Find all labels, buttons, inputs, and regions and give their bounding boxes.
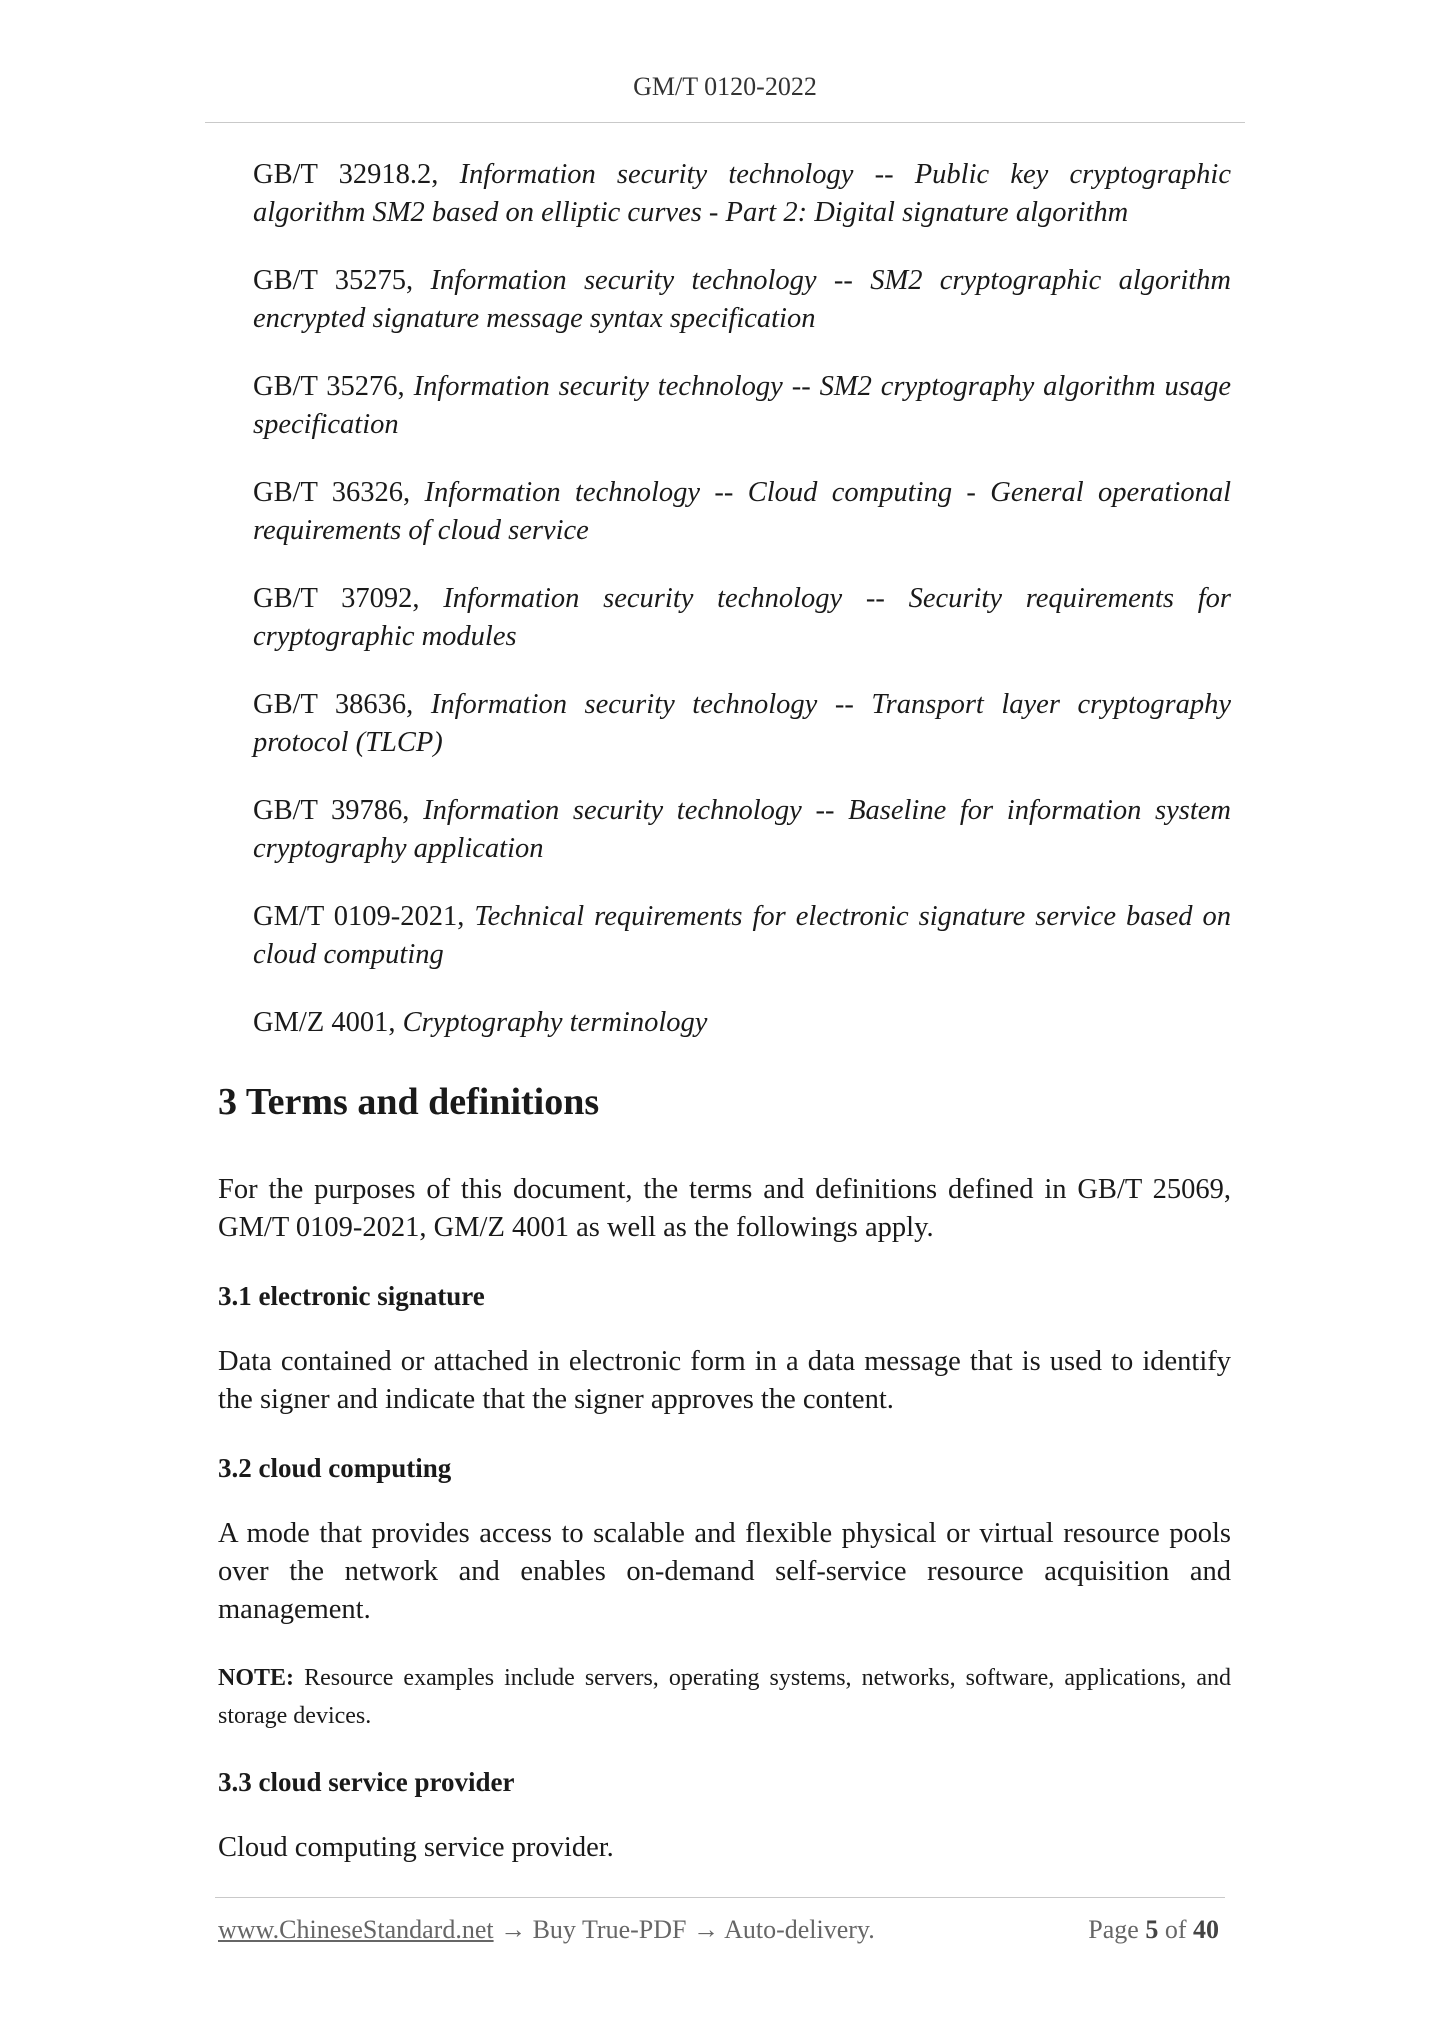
footer-promo — [218, 1915, 875, 1945]
reference-code: GB/T 32918.2, — [253, 159, 439, 190]
reference-title: Information technology -- Cloud computing - General operational requirements of cloud service — [253, 477, 1232, 546]
reference-title: Cryptography terminology — [402, 1007, 708, 1038]
reference-title: Information security technology -- Baseline for information system cryptography application — [253, 795, 1232, 864]
reference-item — [253, 686, 1231, 762]
reference-title: Information security technology -- SM2 cryptography algorithm usage specification — [253, 371, 1231, 440]
page-number: 5 — [1145, 1915, 1159, 1944]
reference-title: Information security technology -- Public key cryptographic algorithm SM2 based on elliptic curves - Part 2: Digital signature algorithm — [253, 159, 1231, 228]
reference-code: GM/T 0109-2021, — [253, 901, 465, 932]
note-label: NOTE: — [218, 1665, 295, 1691]
section-heading: 3 Terms and definitions — [218, 1081, 600, 1123]
reference-code: GB/T 36326, — [253, 477, 411, 508]
normative-references-list — [253, 156, 1231, 1072]
term-heading: 3.1 electronic signature — [218, 1281, 485, 1311]
reference-item — [253, 580, 1231, 656]
page-header — [205, 72, 1245, 102]
reference-code: GB/T 35276, — [253, 371, 405, 402]
document-id: GM/T 0120-2022 — [633, 72, 817, 101]
terms-definitions — [218, 1171, 1231, 1897]
reference-title: Information security technology -- SM2 cryptographic algorithm encrypted signature message syntax specification — [253, 265, 1232, 334]
reference-item — [253, 792, 1231, 868]
page-word: Page — [1088, 1915, 1139, 1944]
delivery-text: Auto-delivery. — [724, 1915, 875, 1944]
term-heading: 3.3 cloud service provider — [218, 1767, 515, 1797]
reference-item — [253, 262, 1231, 338]
arrow-right-icon: → — [500, 1915, 527, 1944]
term-definition: A mode that provides access to scalable and flexible physical or virtual resource pools over the network and enables on-demand self-service resource acquisition and management. — [218, 1518, 1231, 1625]
reference-title: Information security technology -- Transport layer cryptography protocol (TLCP) — [253, 689, 1231, 758]
term-heading: 3.2 cloud computing — [218, 1453, 452, 1483]
reference-title: Technical requirements for electronic signature service based on cloud computing — [253, 901, 1231, 970]
term-definition: Cloud computing service provider. — [218, 1832, 614, 1863]
header-divider — [205, 122, 1245, 123]
total-pages: 40 — [1193, 1915, 1219, 1944]
reference-item — [253, 1004, 1231, 1042]
reference-item — [253, 898, 1231, 974]
reference-item — [253, 156, 1231, 232]
reference-code: GB/T 39786, — [253, 795, 410, 826]
of-word: of — [1164, 1915, 1187, 1944]
buy-text: Buy True-PDF — [532, 1915, 687, 1944]
reference-title: Information security technology -- Security requirements for cryptographic modules — [253, 583, 1231, 652]
reference-code: GB/T 35275, — [253, 265, 414, 296]
section-intro: For the purposes of this document, the terms and definitions defined in GB/T 25069, GM/T 0109-2021, GM/Z 4001 as well as the followings apply. — [218, 1174, 1231, 1243]
term-definition: Data contained or attached in electronic form in a data message that is used to identify the signer and indicate that the signer approves the content. — [218, 1346, 1231, 1415]
arrow-right-icon: → — [693, 1915, 719, 1944]
reference-code: GM/Z 4001, — [253, 1007, 396, 1038]
page-indicator — [1088, 1915, 1219, 1945]
term-note — [218, 1659, 1231, 1735]
note-text: Resource examples include servers, operating systems, networks, software, applications, and storage devices. — [218, 1665, 1231, 1729]
reference-code: GB/T 38636, — [253, 689, 414, 720]
reference-item — [253, 368, 1231, 444]
site-link[interactable]: www.ChineseStandard.net — [218, 1915, 494, 1944]
reference-item — [253, 474, 1231, 550]
reference-code: GB/T 37092, — [253, 583, 420, 614]
footer-divider — [215, 1897, 1225, 1898]
